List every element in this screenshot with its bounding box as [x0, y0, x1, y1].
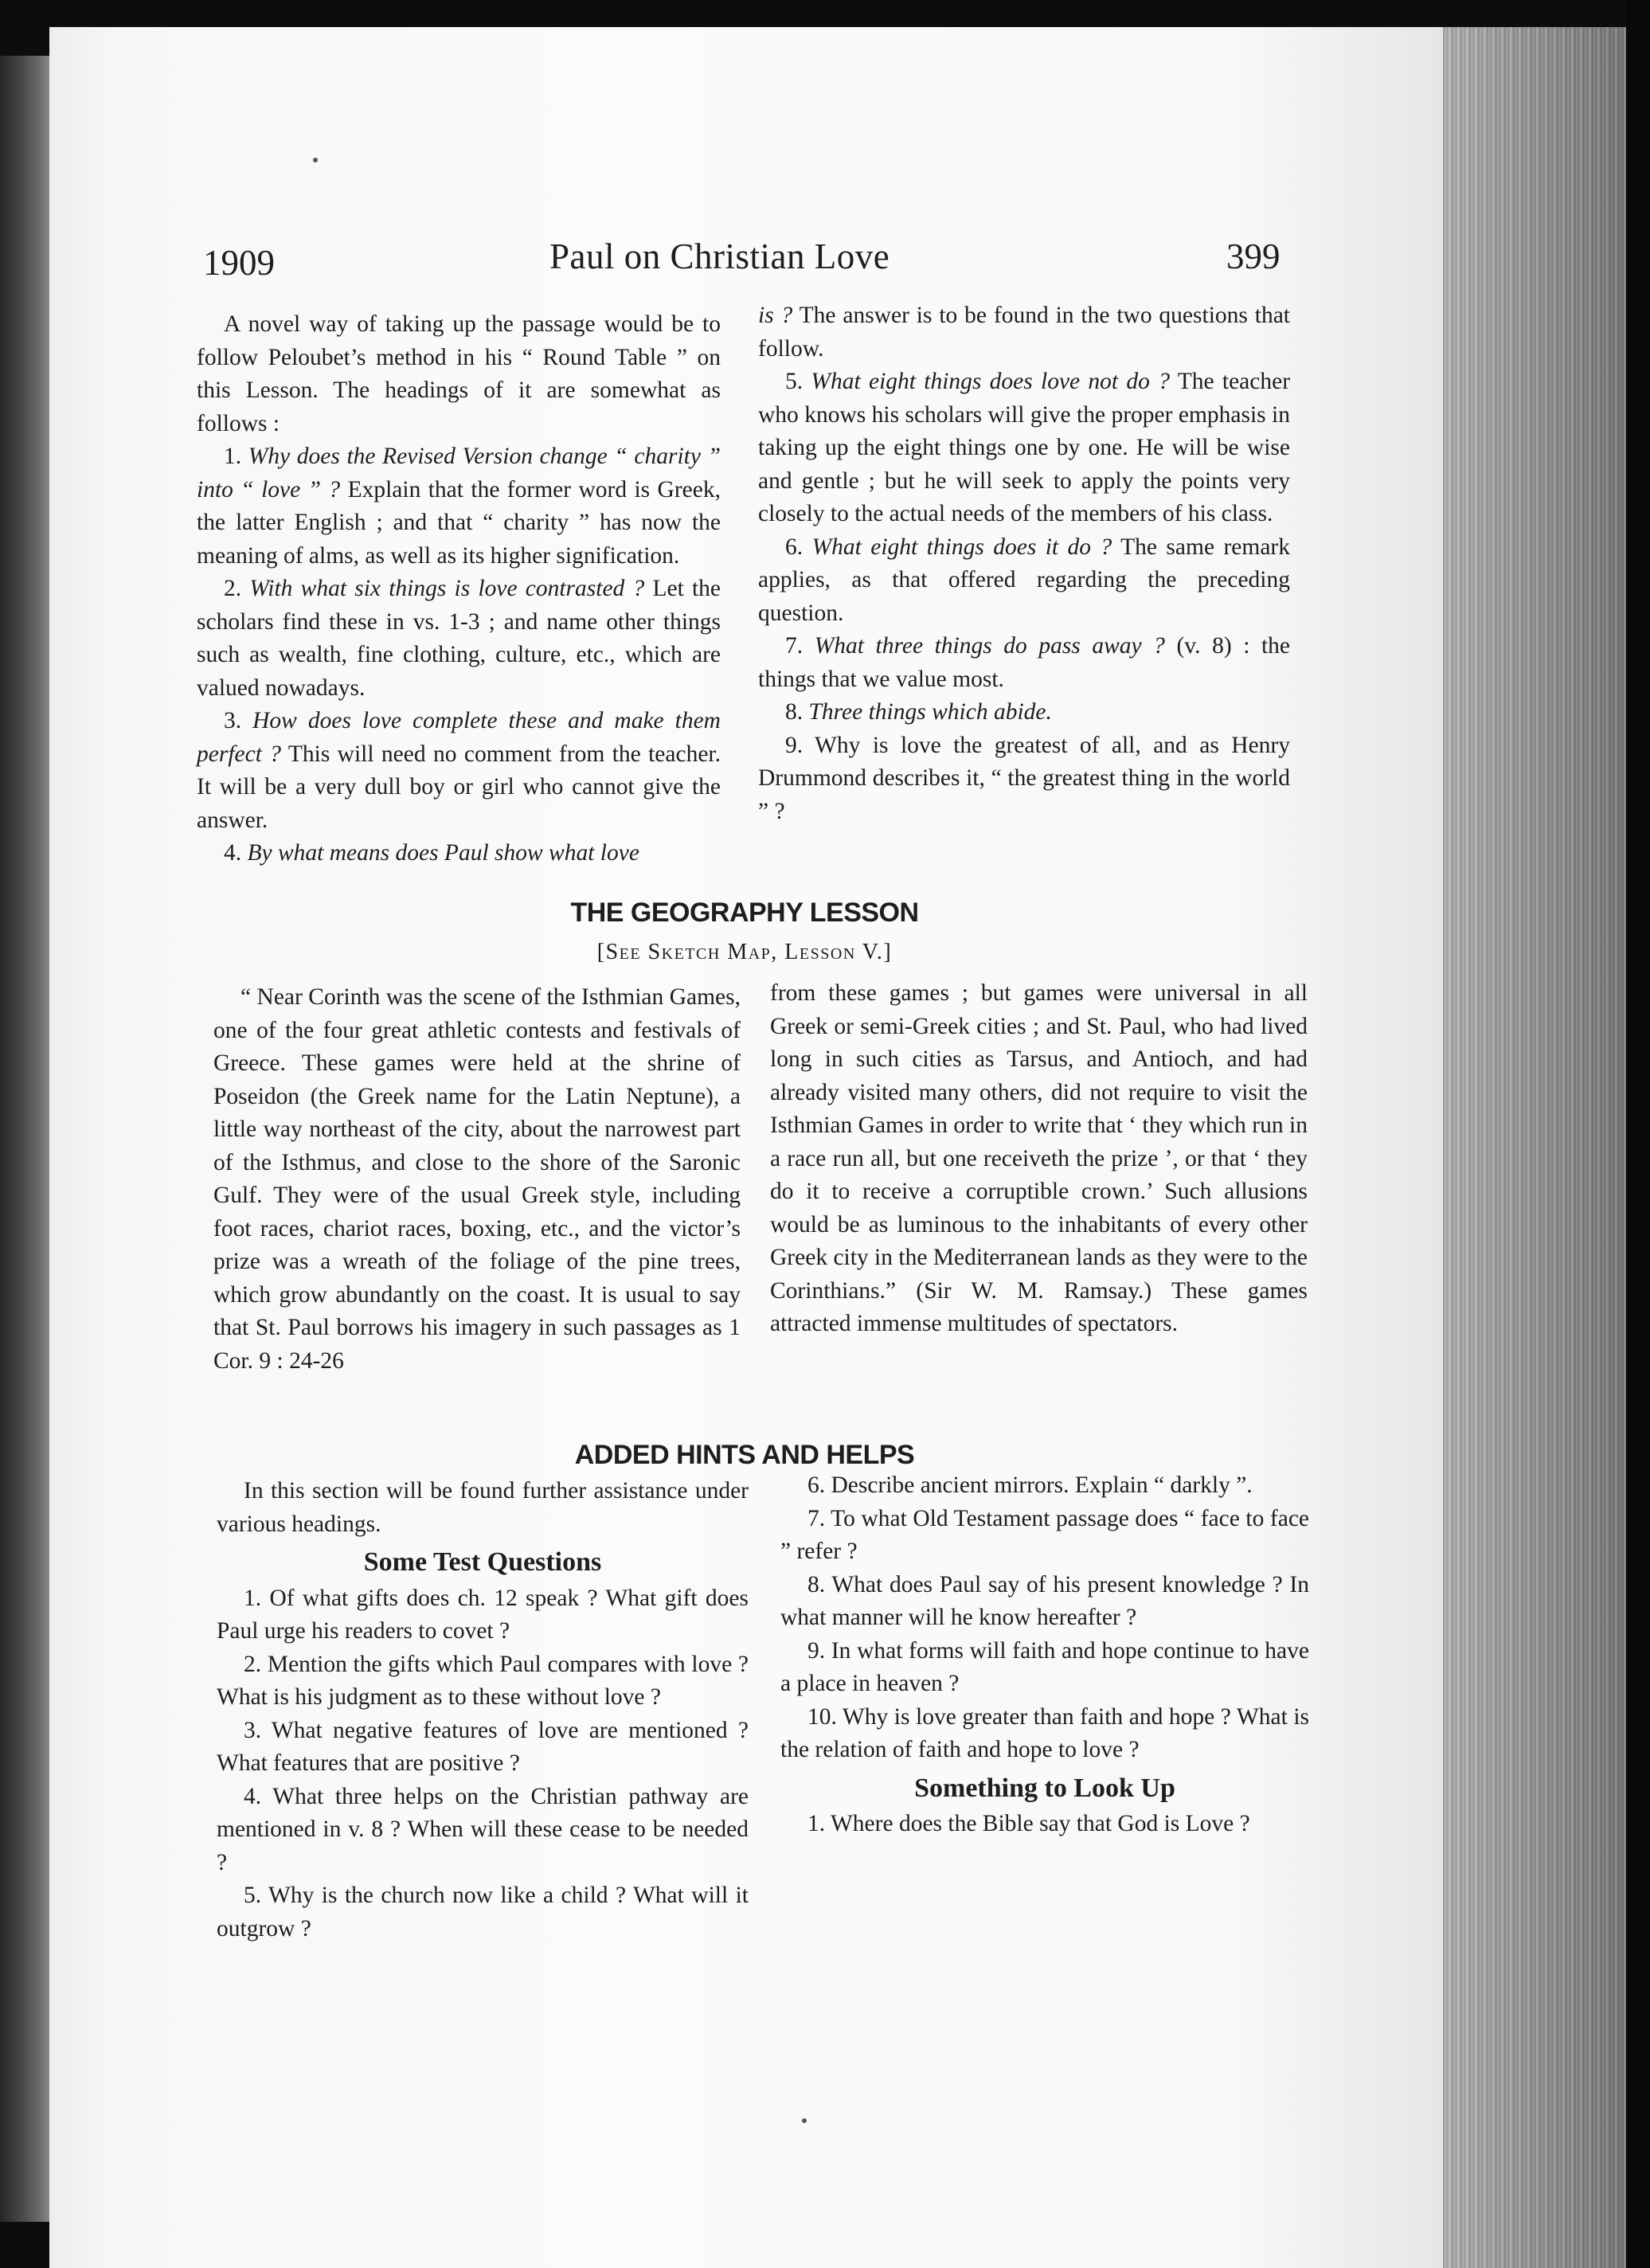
- question-item: 7. To what Old Testament passage does “ face to face ” refer ?: [780, 1505, 1309, 1564]
- paragraph-text: The same remark applies, as that offered regarding the preceding question.: [758, 534, 1290, 626]
- geography-column-left: [213, 981, 741, 1378]
- paragraph: [197, 308, 721, 440]
- item-number: 1.: [224, 444, 248, 469]
- speck: [802, 2118, 807, 2123]
- paragraph-text: The teacher who knows his scholars will give the proper emphasis in taking up the eight things one by one. He will be wise and gentle ; but he will seek to apply the points very closely to the actual needs of the members of his class.: [758, 369, 1291, 526]
- speck: [313, 158, 318, 162]
- paragraph-text: A novel way of taking up the passage would be to follow Peloubet’s method in his “ Round Table ” on this Lesson. The headings of it are somewhat as follows :: [197, 311, 721, 436]
- header-year: 1909: [203, 243, 275, 283]
- item-number: 6.: [785, 534, 812, 560]
- question-italic: is ?: [758, 303, 793, 328]
- page-stack-edges: [1443, 27, 1626, 2268]
- question-item: 1. Where does the Bible say that God is Love ?: [807, 1811, 1250, 1836]
- question-italic: What three things do pass away ?: [814, 633, 1165, 659]
- geography-heading: THE GEOGRAPHY LESSON: [570, 897, 919, 928]
- page-number: 399: [1226, 237, 1281, 276]
- question-item: 1. Of what gifts does ch. 12 speak ? What gift does Paul urge his readers to covet ?: [217, 1585, 749, 1644]
- paragraph: [758, 366, 1290, 531]
- question-italic: What eight things does it do ?: [811, 534, 1112, 560]
- running-header: [0, 236, 1650, 287]
- paragraph: [197, 705, 721, 837]
- lesson-column-right: [758, 299, 1290, 828]
- hints-intro: In this section will be found further assistance under various headings.: [217, 1478, 749, 1537]
- paragraph-text: 9. Why is love the greatest of all, and as Henry Drummond describes it, “ the greatest thing in the world ” ?: [758, 732, 1290, 824]
- item-number: 4.: [224, 840, 248, 866]
- paragraph: “ Near Corinth was the scene of the Isthmian Games, one of the four great athletic contests and festivals of Greece. These games were held at the shrine of Poseidon (the Greek name for the Latin Neptune), a little way northeast of the city, about the narrowest part of the Isthmus, and close to the shore of the Saronic Gulf. They were of the usual Greek style, including foot races, chariot races, boxing, etc., and the victor’s prize was a wreath of the foliage of the pine trees, which grow abundantly on the coast. It is usual to say that St. Paul borrows his imagery in such passages as 1 Cor. 9 : 24-26: [213, 984, 741, 1374]
- paragraph-text: This will need no comment from the teacher. It will be a very dull boy or girl who cannot give the answer.: [197, 741, 721, 833]
- background-right: [1626, 0, 1650, 2268]
- question-italic: Three things which abide.: [808, 699, 1052, 725]
- question-item: 9. In what forms will faith and hope continue to have a place in heaven ?: [780, 1637, 1309, 1696]
- paragraph: [758, 531, 1290, 631]
- look-up-heading: Something to Look Up: [914, 1773, 1175, 1803]
- paragraph-text: (v. 8) : the things that we value most.: [758, 633, 1290, 692]
- item-number: 2.: [224, 576, 250, 601]
- paragraph: [758, 299, 1290, 366]
- paragraph-text: Explain that the former word is Greek, the latter English ; and that “ charity ” has now the meaning of alms, as well as its higher signification.: [197, 476, 721, 569]
- question-italic: What eight things does love not do ?: [811, 369, 1170, 394]
- question-item: 6. Describe ancient mirrors. Explain “ darkly ”.: [807, 1472, 1253, 1498]
- question-item: 2. Mention the gifts which Paul compares with love ? What is his judgment as to these without love ?: [217, 1651, 749, 1710]
- question-item: 5. Why is the church now like a child ? What will it outgrow ?: [217, 1883, 749, 1941]
- geography-column-right: [770, 977, 1308, 1341]
- question-italic: How does love complete these and make them perfect ?: [197, 708, 721, 767]
- hints-column-right: [780, 1469, 1309, 1841]
- question-italic: With what six things is love contrasted ?: [249, 576, 645, 601]
- question-item: 10. Why is love greater than faith and hope ? What is the relation of faith and hope to love ?: [780, 1703, 1309, 1762]
- lesson-column-left: [197, 308, 721, 870]
- paragraph: [197, 837, 721, 870]
- previous-page-edge: [0, 56, 49, 2222]
- question-item: 4. What three helps on the Christian pathway are mentioned in v. 8 ? When will these cease to be needed ?: [217, 1783, 749, 1875]
- paragraph: [197, 440, 721, 573]
- item-number: 7.: [785, 633, 815, 659]
- header-title: Paul on Christian Love: [549, 237, 890, 276]
- question-item: 3. What negative features of love are mentioned ? What features that are positive ?: [217, 1717, 749, 1776]
- geography-subheading: [See Sketch Map, Lesson V.]: [596, 940, 893, 964]
- question-italic: Why does the Revised Version change “ charity ” into “ love ” ?: [197, 444, 721, 502]
- item-number: 3.: [224, 708, 253, 733]
- question-item: 8. What does Paul say of his present knowledge ? In what manner will he know hereafter ?: [780, 1571, 1309, 1630]
- paragraph-text: The answer is to be found in the two questions that follow.: [758, 303, 1290, 362]
- paragraph: [197, 573, 721, 705]
- item-number: 8.: [785, 699, 809, 725]
- hints-heading: ADDED HINTS AND HELPS: [574, 1440, 915, 1470]
- paragraph: [758, 729, 1290, 829]
- paragraph: [758, 696, 1290, 729]
- paragraph-text: Let the scholars find these in vs. 1-3 ; and name other things such as wealth, fine clothing, culture, etc., which are valued nowadays.: [197, 576, 721, 701]
- hints-column-left: [217, 1475, 749, 1945]
- paragraph: from these games ; but games were universal in all Greek or semi-Greek cities ; and St. Paul, who had lived long in such cities as Tarsus, and Antioch, and had already visited many others, did not require to visit the Isthmian Games in order to write that ‘ they which run in a race run all, but one receiveth the prize ’, or that ‘ they do it to receive a corruptible crown.’ Such allusions would be as luminous to the inhabitants of every other Greek city in the Mediterranean lands as they were to the Corinthians.” (Sir W. M. Ramsay.) These games attracted immense multitudes of spectators.: [770, 980, 1308, 1336]
- question-italic: By what means does Paul show what love: [247, 840, 639, 866]
- item-number: 5.: [785, 369, 811, 394]
- paragraph: [758, 630, 1290, 696]
- test-questions-heading: Some Test Questions: [363, 1547, 602, 1577]
